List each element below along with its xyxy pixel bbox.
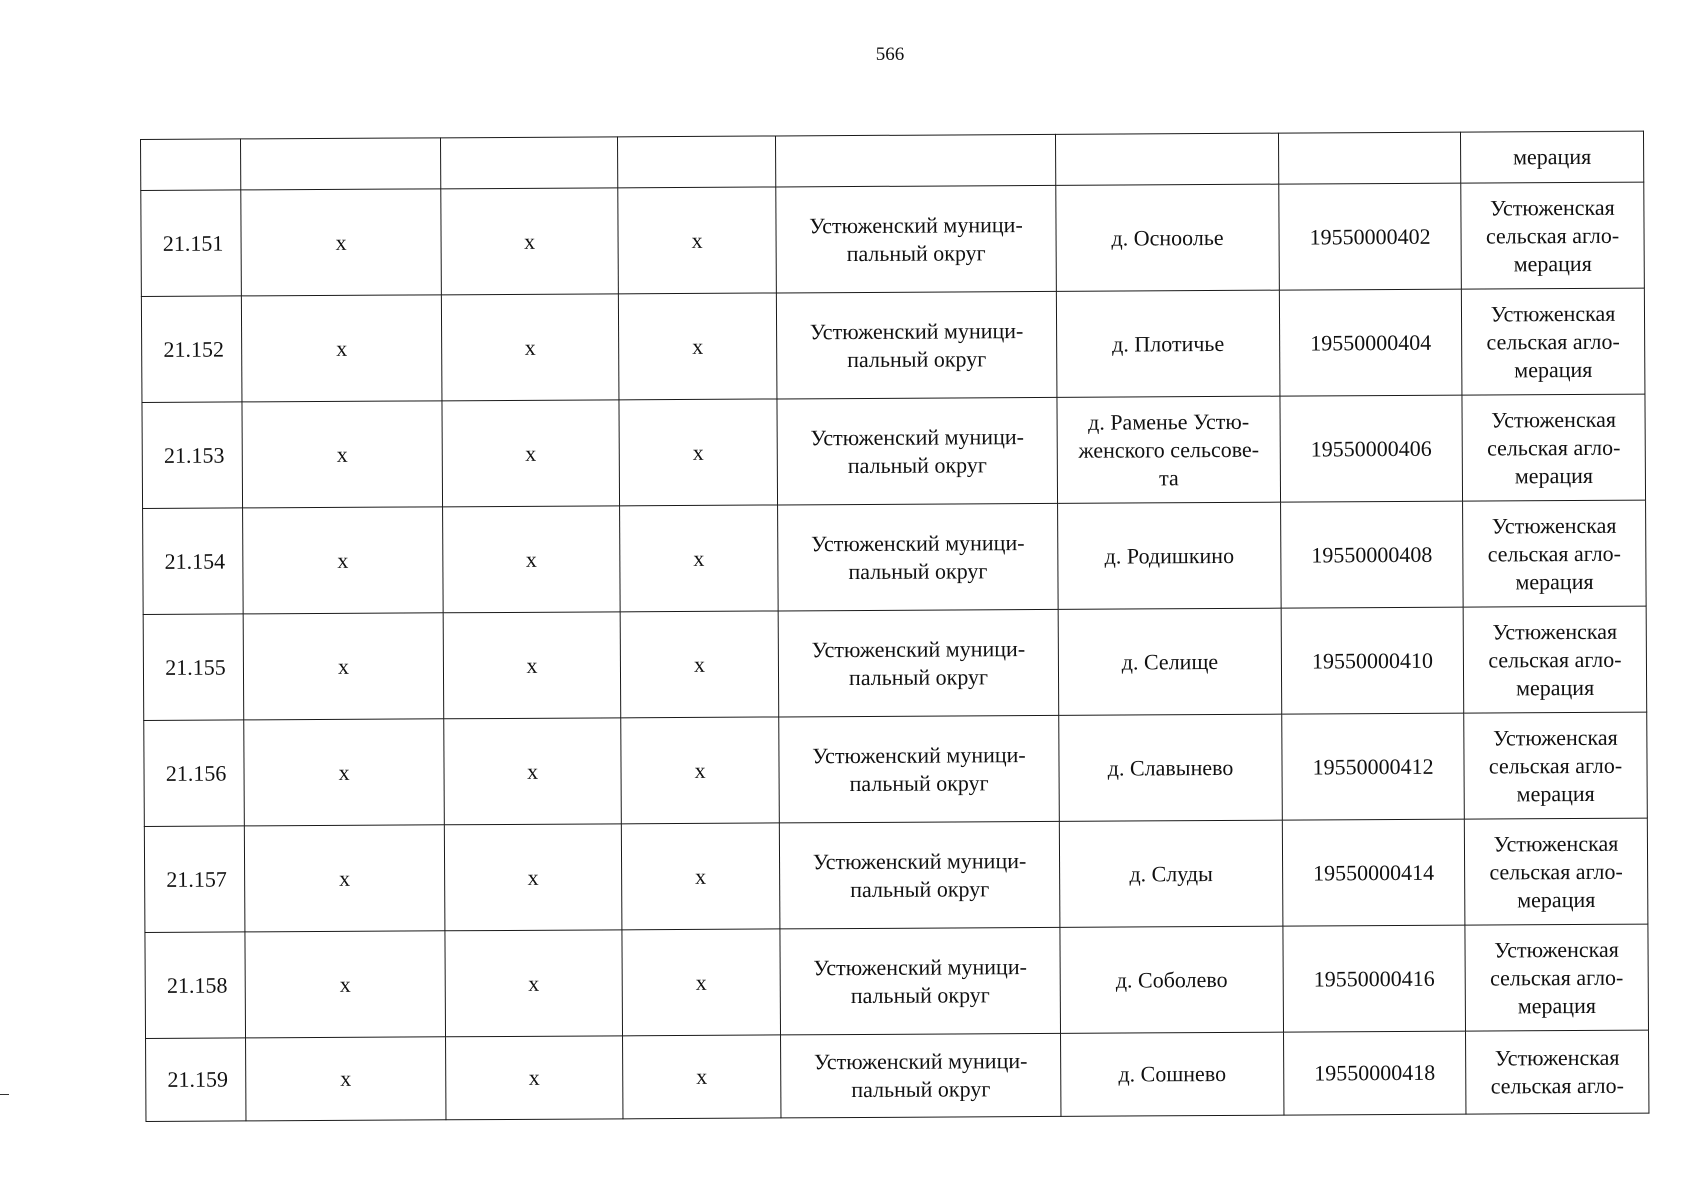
- district-cell: Устюженский муници- пальный округ: [779, 715, 1060, 823]
- table-cell: [141, 139, 241, 191]
- settlement-cell: д. Осноолье: [1056, 184, 1280, 291]
- table-cell: [775, 134, 1055, 187]
- district-cell: Устюженский муници- пальный округ: [778, 503, 1059, 611]
- row-number-cell: 21.158: [145, 932, 246, 1039]
- oktmo-code-cell: 19550000416: [1283, 925, 1466, 1032]
- settlement-cell: д. Слуды: [1059, 820, 1283, 927]
- table-cell: x: [619, 399, 778, 506]
- table-cell: [440, 137, 617, 189]
- agglomeration-cell: Устюженская сельская агло- мерация: [1464, 818, 1648, 925]
- table-cell: x: [241, 189, 442, 296]
- table-cell: x: [445, 930, 623, 1037]
- table-cell: x: [243, 613, 444, 720]
- table-cell: x: [245, 931, 446, 1038]
- table-row: [143, 500, 1647, 614]
- oktmo-code-cell: 19550000410: [1281, 607, 1464, 714]
- table-cell: [617, 136, 775, 188]
- agglomeration-cell: Устюженская сельская агло- мерация: [1463, 500, 1647, 607]
- oktmo-code-cell: 19550000408: [1281, 501, 1464, 608]
- settlement-cell: д. Славынево: [1059, 714, 1283, 821]
- table-row: [144, 712, 1648, 826]
- table-row: [141, 288, 1645, 402]
- table-row: [143, 606, 1647, 720]
- agglomeration-cell: Устюженская сельская агло- мерация: [1461, 182, 1645, 289]
- agglomeration-cell: Устюженская сельская агло- мерация: [1462, 394, 1646, 501]
- row-number-cell: 21.151: [141, 190, 242, 297]
- oktmo-code-cell: 19550000418: [1284, 1031, 1466, 1115]
- table-cell: x: [246, 1037, 446, 1121]
- table-cell: [241, 138, 441, 190]
- oktmo-code-cell: 19550000402: [1279, 183, 1462, 290]
- district-cell: Устюженский муници- пальный округ: [779, 821, 1060, 929]
- district-cell: Устюженский муници- пальный округ: [781, 1033, 1061, 1118]
- agglomeration-cell: Устюженская сельская агло- мерация: [1463, 606, 1647, 713]
- table-cell: x: [623, 1035, 781, 1119]
- table-cell: x: [241, 295, 442, 402]
- table-cell: [1278, 132, 1460, 184]
- table-cell: x: [618, 293, 777, 400]
- settlement-cell: д. Плотичье: [1056, 290, 1280, 397]
- table-cell: x: [244, 719, 445, 826]
- row-number-cell: 21.154: [143, 508, 244, 615]
- row-number-cell: 21.157: [144, 826, 245, 933]
- table-cell: x: [620, 611, 779, 718]
- settlement-cell: д. Родишкино: [1058, 502, 1282, 609]
- table-row: [141, 182, 1645, 296]
- table-cell: x: [243, 507, 444, 614]
- row-number-cell: 21.159: [146, 1038, 246, 1122]
- agglomeration-cell: Устюженская сельская агло- мерация: [1464, 712, 1648, 819]
- table-cell: x: [443, 612, 621, 719]
- table-row: [146, 1030, 1649, 1121]
- settlement-cell: д. Соболево: [1060, 926, 1284, 1033]
- page-number: 566: [875, 44, 905, 65]
- row-number-cell: 21.155: [143, 614, 244, 721]
- oktmo-code-cell: 19550000414: [1282, 819, 1465, 926]
- table-cell: x: [620, 505, 779, 612]
- row-number-cell: 21.153: [142, 402, 243, 509]
- oktmo-code-cell: 19550000412: [1282, 713, 1465, 820]
- agglomeration-cell: Устюженская сельская агло-: [1466, 1030, 1649, 1114]
- agglomeration-cell: Устюженская сельская агло- мерация: [1461, 288, 1645, 395]
- table-cell: x: [618, 187, 777, 294]
- district-cell: Устюженский муници- пальный округ: [776, 291, 1057, 399]
- table-cell: x: [622, 929, 781, 1036]
- table-cell: x: [444, 824, 622, 931]
- table-row: [142, 394, 1646, 508]
- continuation-row: [141, 131, 1644, 190]
- table-cell: x: [444, 718, 622, 825]
- table-row: [145, 924, 1649, 1038]
- row-number-cell: 21.152: [141, 296, 242, 403]
- settlements-table: [140, 131, 1649, 1122]
- table-cell: [1055, 133, 1278, 185]
- agglomeration-cell: Устюженская сельская агло- мерация: [1465, 924, 1649, 1031]
- table-cell: x: [446, 1036, 623, 1120]
- table-cell: x: [621, 823, 780, 930]
- district-cell: Устюженский муници- пальный округ: [780, 927, 1061, 1035]
- oktmo-code-cell: 19550000404: [1279, 289, 1462, 396]
- table-row: [144, 818, 1648, 932]
- table-cell: x: [443, 506, 621, 613]
- table-cell: x: [441, 188, 619, 295]
- table-cell: x: [442, 400, 620, 507]
- agglomeration-cell: мерация: [1460, 131, 1643, 183]
- row-number-cell: 21.156: [144, 720, 245, 827]
- settlement-cell: д. Раменье Устю- женского сельсове- та: [1057, 396, 1281, 503]
- settlement-cell: д. Сошнево: [1061, 1032, 1284, 1116]
- table-cell: x: [244, 825, 445, 932]
- table-cell: x: [441, 294, 619, 401]
- district-cell: Устюженский муници- пальный округ: [777, 397, 1058, 505]
- margin-mark: [0, 1094, 9, 1095]
- document-sheet: [140, 131, 1649, 1122]
- district-cell: Устюженский муници- пальный округ: [778, 609, 1059, 717]
- table-cell: x: [621, 717, 780, 824]
- district-cell: Устюженский муници- пальный округ: [776, 185, 1057, 293]
- settlement-cell: д. Селище: [1058, 608, 1282, 715]
- table-cell: x: [242, 401, 443, 508]
- oktmo-code-cell: 19550000406: [1280, 395, 1463, 502]
